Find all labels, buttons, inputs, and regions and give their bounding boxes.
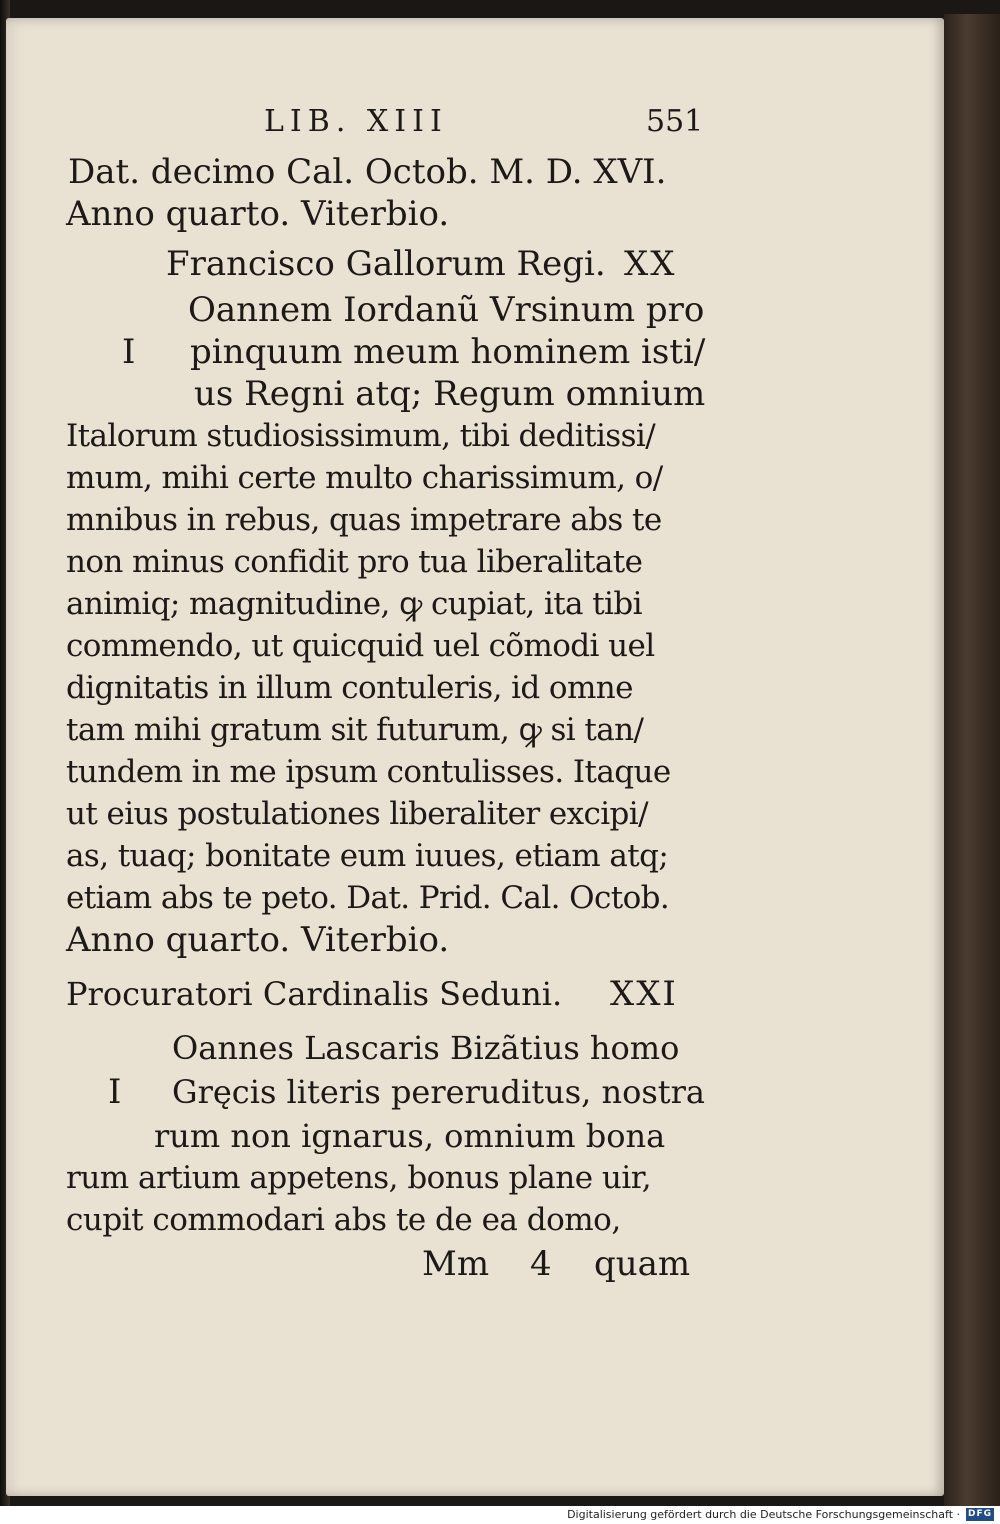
text-line: tundem in me ipsum contulisses. Itaque [66,754,671,790]
text-line: tam mihi gratum sit futurum, ꝙ si tan/ [66,712,644,748]
book-page [6,18,944,1496]
text-line: rum artium appetens, bonus plane uir, [66,1160,652,1196]
text-line: Dat. decimo Cal. Octob. M. D. XVI. [68,152,667,192]
signature-number: 4 [530,1244,552,1284]
text-line: Italorum studiosissimum, tibi deditissi/ [66,418,656,454]
page-text [6,18,944,1496]
text-line: Oannem Iordanũ Vrsinum pro [188,290,705,330]
text-line: pinquum meum hominem isti/ [190,332,706,372]
running-head: LIB. XIII [264,104,448,139]
text-line: Gręcis literis pereruditus, nostra [172,1073,705,1111]
text-line: mum, mihi certe multo charissimum, o/ [66,460,663,496]
letter-heading: Francisco Gallorum Regi. [166,244,606,284]
text-line: cupit commodari abs te de ea domo, [66,1202,621,1238]
text-line: mnibus in rebus, quas impetrare abs te [66,502,662,538]
text-line: etiam abs te peto. Dat. Prid. Cal. Octob. [66,880,670,916]
signature-mark: Mm [422,1244,490,1284]
page-number: 551 [646,104,704,139]
letter-number: XX [624,244,677,284]
text-line: animiq; magnitudine, ꝙ cupiat, ita tibi [66,586,642,622]
text-line: Anno quarto. Viterbio. [66,920,450,960]
text-line: as, tuaq; bonitate eum iuues, etiam atq; [66,838,669,874]
initial-letter: I [108,1072,122,1112]
text-line: rum non ignarus, omnium bona [154,1117,666,1155]
text-line: us Regni atq; Regum omnium [194,374,706,414]
text-line: Oannes Lascaris Bizãtius homo [172,1029,680,1067]
text-line: ut eius postulationes liberaliter excipi/ [66,796,648,832]
initial-letter: I [122,332,136,372]
dfg-logo: DFG [967,1509,992,1519]
page-fore-edge [944,14,1000,1506]
text-line: commendo, ut quicquid uel cõmodi uel [66,628,655,664]
letter-heading: Procuratori Cardinalis Seduni. [66,975,563,1013]
text-line: non minus confidit pro tua liberalitate [66,544,643,580]
text-line: Anno quarto. Viterbio. [66,194,450,234]
catchword: quam [594,1244,691,1284]
text-line: dignitatis in illum contuleris, id omne [66,670,633,706]
funding-credit: Digitalisierung gefördert durch die Deutsche Forschungsgemeinschaft · [567,1508,960,1521]
letter-number: XXI [610,974,678,1014]
